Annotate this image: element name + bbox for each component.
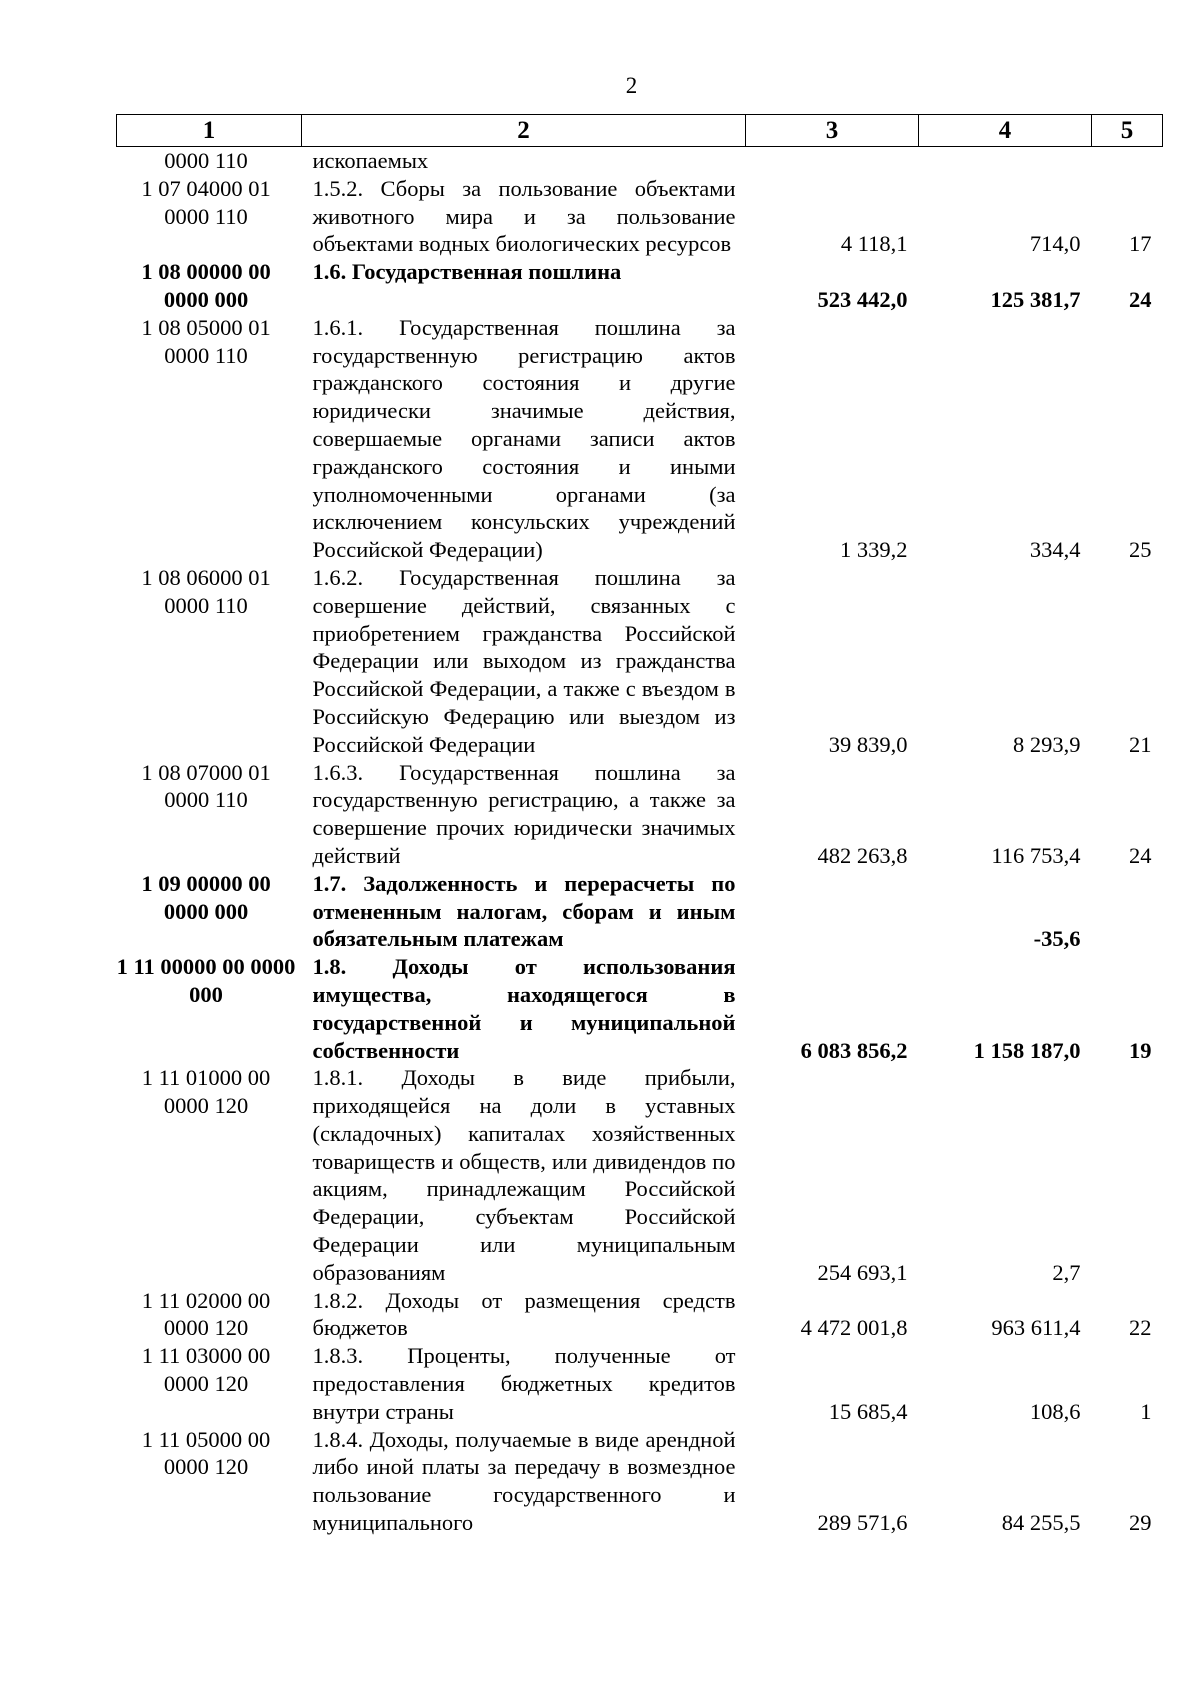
actual-value-cell: 8 293,9: [1013, 731, 1081, 757]
table-row: [117, 759, 1163, 870]
plan-value-cell: 6 083 856,2: [800, 1037, 908, 1063]
plan-value-cell: 39 839,0: [828, 731, 908, 757]
percent-cell: 17: [1129, 231, 1152, 257]
percent-cell: 24: [1129, 286, 1152, 312]
budget-revenue-table: [116, 114, 1163, 1537]
plan-value-cell: 289 571,6: [817, 1510, 908, 1536]
table-row: [117, 870, 1163, 953]
item-name-cell: 1.6.1. Государственная пошлина за государственную регистрацию актов гражданского состояния и другие юридически значимые действия, совершаемые органами записи актов гражданского состояния и иными уполномоченными органами (за исключением консульских учреждений Российской Федерации): [312, 314, 736, 563]
budget-code-cell: 1 11 03000 00 0000 120: [141, 1343, 271, 1397]
budget-code-cell: 1 11 01000 00 0000 120: [141, 1065, 271, 1119]
plan-value-cell: 4 118,1: [840, 231, 908, 257]
item-name-cell: 1.8. Доходы от использования имущества, находящегося в государственной и муниципальной собственности: [312, 954, 736, 1063]
budget-code-cell: 1 08 00000 00 0000 000: [141, 259, 271, 312]
percent-cell: 22: [1129, 1315, 1152, 1341]
percent-cell: 25: [1129, 537, 1152, 563]
item-name-cell: 1.8.2. Доходы от размещения средств бюджетов: [312, 1287, 736, 1341]
table-row: [117, 564, 1163, 759]
item-name-cell: 1.8.3. Проценты, полученные от предоставления бюджетных кредитов внутри страны: [312, 1343, 736, 1424]
column-header-1: 1: [117, 115, 302, 147]
table-header: [117, 115, 1163, 147]
table-row: [117, 175, 1163, 258]
budget-code-cell: 1 07 04000 01 0000 110: [141, 175, 271, 229]
actual-value-cell: 714,0: [1029, 231, 1081, 257]
actual-value-cell: 84 255,5: [1001, 1510, 1081, 1536]
plan-value-cell: 4 472 001,8: [800, 1315, 908, 1341]
table-row: [117, 1064, 1163, 1286]
actual-value-cell: 125 381,7: [990, 286, 1081, 312]
budget-code-cell: 1 11 00000 00 0000 000: [116, 954, 296, 1007]
item-name-cell: 1.8.1. Доходы в виде прибыли, приходящейся на доли в уставных (складочных) капиталах хозяйственных товариществ и обществ, или дивидендов по акциям, принадлежащим Российской Федерации, субъектам Российской Федерации или муниципальным образованиям: [312, 1065, 736, 1285]
table-row: [117, 314, 1163, 564]
actual-value-cell: 108,6: [1029, 1398, 1081, 1424]
plan-value-cell: 523 442,0: [817, 286, 908, 312]
budget-code-cell: 1 08 05000 01 0000 110: [141, 314, 271, 368]
plan-value-cell: [746, 870, 919, 953]
budget-code-cell: 1 08 07000 01 0000 110: [141, 759, 271, 813]
actual-value-cell: -35,6: [1033, 926, 1081, 952]
table-row: [117, 1426, 1163, 1537]
plan-value-cell: 1 339,2: [840, 537, 908, 563]
plan-value-cell: 15 685,4: [828, 1398, 908, 1424]
plan-value-cell: 254 693,1: [817, 1259, 908, 1285]
percent-cell: 19: [1129, 1037, 1152, 1063]
actual-value-cell: 116 753,4: [991, 842, 1081, 868]
budget-code-cell: 1 11 02000 00 0000 120: [141, 1287, 271, 1341]
budget-code-cell: 0000 110: [164, 148, 248, 173]
percent-cell: 29: [1129, 1510, 1152, 1536]
page-number: 2: [625, 73, 638, 98]
header-row: [117, 115, 1163, 147]
table-row: [117, 258, 1163, 314]
column-header-5: 5: [1092, 115, 1163, 147]
plan-value-cell: 482 263,8: [817, 842, 908, 868]
table-row: [117, 147, 1163, 175]
budget-code-cell: 1 08 06000 01 0000 110: [141, 564, 271, 618]
actual-value-cell: 2,7: [1052, 1259, 1081, 1285]
item-name-cell: ископаемых: [312, 148, 429, 173]
item-name-cell: 1.6.3. Государственная пошлина за государственную регистрацию, а также за совершение прочих юридически значимых действий: [312, 759, 736, 868]
percent-cell: [1092, 147, 1163, 175]
table-row: [117, 1342, 1163, 1425]
item-name-cell: 1.6.2. Государственная пошлина за совершение действий, связанных с приобретением гражданства Российской Федерации или выходом из гражданства Российской Федерации, а также с въездом в Российскую Федерацию или выездом из Российской Федерации: [312, 564, 736, 757]
percent-cell: 24: [1129, 842, 1152, 868]
percent-cell: [1092, 870, 1163, 953]
item-name-cell: 1.6. Государственная пошлина: [312, 259, 622, 285]
table-body: [117, 147, 1163, 1537]
budget-code-cell: 1 09 00000 00 0000 000: [141, 870, 271, 924]
percent-cell: 1: [1140, 1398, 1152, 1424]
actual-value-cell: 963 611,4: [991, 1315, 1081, 1341]
column-header-2: 2: [302, 115, 746, 147]
item-name-cell: 1.7. Задолженность и перерасчеты по отмененным налогам, сборам и иным обязательным платежам: [312, 870, 736, 952]
plan-value-cell: [746, 147, 919, 175]
table-row: [117, 1287, 1163, 1343]
item-name-cell: 1.5.2. Сборы за пользование объектами животного мира и за пользование объектами водных биологических ресурсов: [312, 175, 736, 257]
column-header-3: 3: [746, 115, 919, 147]
column-header-4: 4: [919, 115, 1092, 147]
actual-value-cell: [919, 147, 1092, 175]
table-row: [117, 953, 1163, 1064]
percent-cell: 21: [1129, 731, 1152, 757]
budget-code-cell: 1 11 05000 00 0000 120: [141, 1426, 271, 1480]
actual-value-cell: 334,4: [1029, 537, 1081, 563]
actual-value-cell: 1 158 187,0: [973, 1037, 1081, 1063]
item-name-cell: 1.8.4. Доходы, получаемые в виде арендной либо иной платы за передачу в возмездное пользование государственного и муниципального: [312, 1426, 736, 1536]
percent-cell: [1092, 1064, 1163, 1286]
